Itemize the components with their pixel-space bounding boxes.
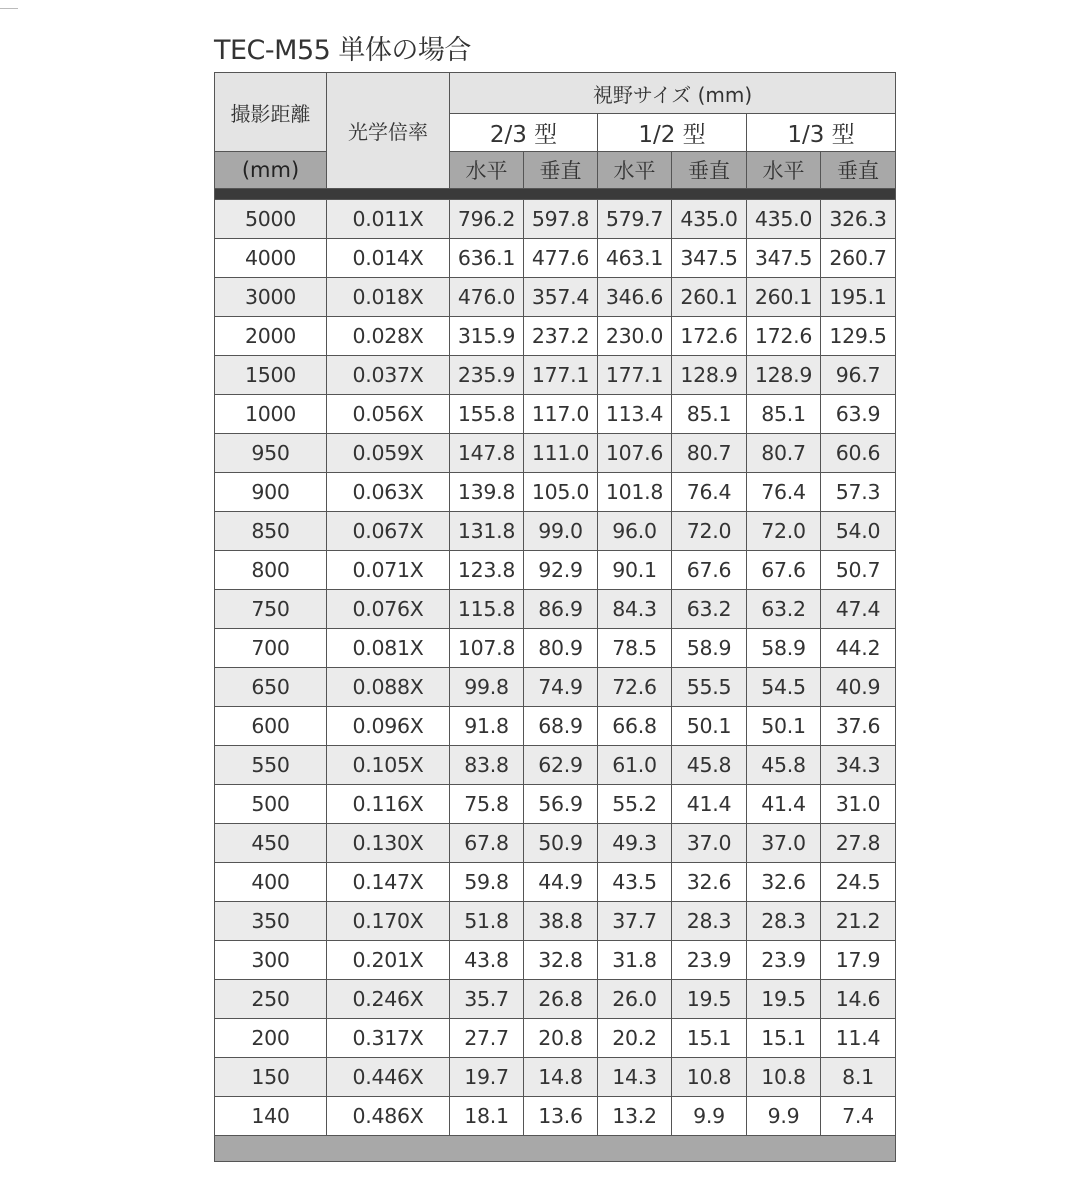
- distance-cell: 2000: [215, 317, 327, 356]
- distance-cell: 300: [215, 941, 327, 980]
- v-1-3-cell: 11.4: [821, 1019, 896, 1058]
- h-1-3-cell: 260.1: [747, 278, 821, 317]
- distance-cell: 1500: [215, 356, 327, 395]
- h-1-2-cell: 177.1: [598, 356, 672, 395]
- v-1-2-cell: 172.6: [672, 317, 747, 356]
- magnification-cell: 0.063X: [327, 473, 450, 512]
- h-1-2-cell: 90.1: [598, 551, 672, 590]
- h-1-3-cell: 23.9: [747, 941, 821, 980]
- h-1-2-cell: 55.2: [598, 785, 672, 824]
- h-1-2-cell: 72.6: [598, 668, 672, 707]
- magnification-cell: 0.088X: [327, 668, 450, 707]
- distance-cell: 1000: [215, 395, 327, 434]
- v-1-2-cell: 260.1: [672, 278, 747, 317]
- v-2-3-cell: 14.8: [524, 1058, 598, 1097]
- v-2-3-cell: 92.9: [524, 551, 598, 590]
- v-1-3-cell: 40.9: [821, 668, 896, 707]
- v-1-3-cell: 57.3: [821, 473, 896, 512]
- magnification-cell: 0.056X: [327, 395, 450, 434]
- distance-cell: 450: [215, 824, 327, 863]
- h-1-3-cell: 128.9: [747, 356, 821, 395]
- magnification-cell: 0.059X: [327, 434, 450, 473]
- h-1-2-cell: 96.0: [598, 512, 672, 551]
- v-2-3-cell: 62.9: [524, 746, 598, 785]
- v-1-2-cell: 80.7: [672, 434, 747, 473]
- v-2-3-cell: 597.8: [524, 200, 598, 239]
- table-row: [215, 317, 896, 356]
- v-2-3-cell: 74.9: [524, 668, 598, 707]
- table-row: [215, 707, 896, 746]
- h-1-2-cell: 43.5: [598, 863, 672, 902]
- magnification-cell: 0.028X: [327, 317, 450, 356]
- header-sensor-1-3: 1/3 型: [747, 114, 896, 152]
- h-2-3-cell: 131.8: [450, 512, 524, 551]
- h-1-3-cell: 58.9: [747, 629, 821, 668]
- distance-cell: 650: [215, 668, 327, 707]
- v-1-2-cell: 28.3: [672, 902, 747, 941]
- v-1-3-cell: 47.4: [821, 590, 896, 629]
- h-1-2-cell: 14.3: [598, 1058, 672, 1097]
- magnification-cell: 0.486X: [327, 1097, 450, 1136]
- h-2-3-cell: 115.8: [450, 590, 524, 629]
- h-2-3-cell: 43.8: [450, 941, 524, 980]
- table-row: [215, 278, 896, 317]
- table-row: [215, 512, 896, 551]
- v-1-2-cell: 58.9: [672, 629, 747, 668]
- distance-cell: 850: [215, 512, 327, 551]
- magnification-cell: 0.130X: [327, 824, 450, 863]
- magnification-cell: 0.018X: [327, 278, 450, 317]
- v-1-3-cell: 96.7: [821, 356, 896, 395]
- magnification-cell: 0.317X: [327, 1019, 450, 1058]
- header-distance: 撮影距離: [215, 73, 327, 152]
- v-2-3-cell: 26.8: [524, 980, 598, 1019]
- h-2-3-cell: 51.8: [450, 902, 524, 941]
- h-1-3-cell: 80.7: [747, 434, 821, 473]
- h-1-2-cell: 66.8: [598, 707, 672, 746]
- distance-cell: 350: [215, 902, 327, 941]
- table-row: [215, 434, 896, 473]
- h-2-3-cell: 83.8: [450, 746, 524, 785]
- table-row: [215, 1019, 896, 1058]
- h-2-3-cell: 27.7: [450, 1019, 524, 1058]
- v-1-3-cell: 54.0: [821, 512, 896, 551]
- table-row: [215, 395, 896, 434]
- magnification-cell: 0.081X: [327, 629, 450, 668]
- v-1-3-cell: 63.9: [821, 395, 896, 434]
- v-2-3-cell: 20.8: [524, 1019, 598, 1058]
- v-1-2-cell: 76.4: [672, 473, 747, 512]
- v-2-3-cell: 237.2: [524, 317, 598, 356]
- h-2-3-cell: 99.8: [450, 668, 524, 707]
- h-1-3-cell: 9.9: [747, 1097, 821, 1136]
- distance-cell: 5000: [215, 200, 327, 239]
- v-1-2-cell: 63.2: [672, 590, 747, 629]
- h-1-3-cell: 19.5: [747, 980, 821, 1019]
- table-body: [215, 200, 896, 1136]
- v-2-3-cell: 13.6: [524, 1097, 598, 1136]
- h-1-3-cell: 172.6: [747, 317, 821, 356]
- magnification-cell: 0.067X: [327, 512, 450, 551]
- table-row: [215, 824, 896, 863]
- table-row: [215, 980, 896, 1019]
- v-2-3-cell: 105.0: [524, 473, 598, 512]
- distance-cell: 140: [215, 1097, 327, 1136]
- v-1-3-cell: 195.1: [821, 278, 896, 317]
- header-vertical: 垂直: [821, 152, 896, 189]
- h-1-3-cell: 72.0: [747, 512, 821, 551]
- h-1-2-cell: 20.2: [598, 1019, 672, 1058]
- h-1-2-cell: 61.0: [598, 746, 672, 785]
- table-row: [215, 200, 896, 239]
- v-1-2-cell: 23.9: [672, 941, 747, 980]
- v-1-3-cell: 24.5: [821, 863, 896, 902]
- v-2-3-cell: 44.9: [524, 863, 598, 902]
- magnification-cell: 0.446X: [327, 1058, 450, 1097]
- v-2-3-cell: 38.8: [524, 902, 598, 941]
- v-1-3-cell: 326.3: [821, 200, 896, 239]
- table-row: [215, 863, 896, 902]
- v-2-3-cell: 32.8: [524, 941, 598, 980]
- v-1-2-cell: 67.6: [672, 551, 747, 590]
- h-2-3-cell: 19.7: [450, 1058, 524, 1097]
- header-separator: [215, 189, 896, 200]
- h-2-3-cell: 67.8: [450, 824, 524, 863]
- v-1-3-cell: 7.4: [821, 1097, 896, 1136]
- h-2-3-cell: 107.8: [450, 629, 524, 668]
- v-1-2-cell: 50.1: [672, 707, 747, 746]
- h-1-3-cell: 435.0: [747, 200, 821, 239]
- h-1-2-cell: 230.0: [598, 317, 672, 356]
- distance-cell: 950: [215, 434, 327, 473]
- v-1-3-cell: 27.8: [821, 824, 896, 863]
- h-2-3-cell: 155.8: [450, 395, 524, 434]
- magnification-cell: 0.201X: [327, 941, 450, 980]
- v-1-2-cell: 128.9: [672, 356, 747, 395]
- v-1-2-cell: 41.4: [672, 785, 747, 824]
- header-distance-unit: (mm): [215, 152, 327, 189]
- v-1-2-cell: 72.0: [672, 512, 747, 551]
- table-row: [215, 746, 896, 785]
- h-2-3-cell: 35.7: [450, 980, 524, 1019]
- distance-cell: 200: [215, 1019, 327, 1058]
- table-row: [215, 590, 896, 629]
- magnification-cell: 0.246X: [327, 980, 450, 1019]
- h-1-3-cell: 45.8: [747, 746, 821, 785]
- v-2-3-cell: 80.9: [524, 629, 598, 668]
- h-1-2-cell: 49.3: [598, 824, 672, 863]
- h-2-3-cell: 636.1: [450, 239, 524, 278]
- table-row: [215, 1097, 896, 1136]
- v-1-2-cell: 45.8: [672, 746, 747, 785]
- distance-cell: 550: [215, 746, 327, 785]
- table-row: [215, 551, 896, 590]
- h-1-2-cell: 84.3: [598, 590, 672, 629]
- table-footer-bar: [215, 1136, 896, 1162]
- v-2-3-cell: 111.0: [524, 434, 598, 473]
- magnification-cell: 0.105X: [327, 746, 450, 785]
- h-1-3-cell: 32.6: [747, 863, 821, 902]
- v-1-2-cell: 85.1: [672, 395, 747, 434]
- distance-cell: 600: [215, 707, 327, 746]
- h-1-3-cell: 67.6: [747, 551, 821, 590]
- table-row: [215, 941, 896, 980]
- h-2-3-cell: 123.8: [450, 551, 524, 590]
- h-1-2-cell: 463.1: [598, 239, 672, 278]
- h-1-2-cell: 113.4: [598, 395, 672, 434]
- h-1-2-cell: 78.5: [598, 629, 672, 668]
- v-1-3-cell: 260.7: [821, 239, 896, 278]
- magnification-cell: 0.014X: [327, 239, 450, 278]
- h-1-3-cell: 347.5: [747, 239, 821, 278]
- v-1-2-cell: 15.1: [672, 1019, 747, 1058]
- v-1-3-cell: 34.3: [821, 746, 896, 785]
- v-1-2-cell: 347.5: [672, 239, 747, 278]
- magnification-cell: 0.096X: [327, 707, 450, 746]
- h-2-3-cell: 18.1: [450, 1097, 524, 1136]
- header-magnification: 光学倍率: [327, 73, 450, 189]
- distance-cell: 800: [215, 551, 327, 590]
- h-2-3-cell: 235.9: [450, 356, 524, 395]
- v-1-3-cell: 31.0: [821, 785, 896, 824]
- header-sensor-1-2: 1/2 型: [598, 114, 747, 152]
- header-horizontal: 水平: [598, 152, 672, 189]
- h-2-3-cell: 139.8: [450, 473, 524, 512]
- v-1-3-cell: 14.6: [821, 980, 896, 1019]
- v-1-3-cell: 129.5: [821, 317, 896, 356]
- h-2-3-cell: 476.0: [450, 278, 524, 317]
- h-1-2-cell: 37.7: [598, 902, 672, 941]
- h-1-2-cell: 107.6: [598, 434, 672, 473]
- v-1-2-cell: 9.9: [672, 1097, 747, 1136]
- v-1-2-cell: 10.8: [672, 1058, 747, 1097]
- table-row: [215, 473, 896, 512]
- h-1-3-cell: 50.1: [747, 707, 821, 746]
- magnification-cell: 0.011X: [327, 200, 450, 239]
- header-vertical: 垂直: [524, 152, 598, 189]
- h-1-3-cell: 76.4: [747, 473, 821, 512]
- table-row: [215, 668, 896, 707]
- header-horizontal: 水平: [747, 152, 821, 189]
- h-2-3-cell: 59.8: [450, 863, 524, 902]
- distance-cell: 500: [215, 785, 327, 824]
- v-2-3-cell: 56.9: [524, 785, 598, 824]
- h-1-2-cell: 31.8: [598, 941, 672, 980]
- v-1-2-cell: 55.5: [672, 668, 747, 707]
- h-1-3-cell: 37.0: [747, 824, 821, 863]
- v-2-3-cell: 86.9: [524, 590, 598, 629]
- v-1-2-cell: 19.5: [672, 980, 747, 1019]
- h-1-3-cell: 28.3: [747, 902, 821, 941]
- distance-cell: 400: [215, 863, 327, 902]
- h-2-3-cell: 147.8: [450, 434, 524, 473]
- h-2-3-cell: 91.8: [450, 707, 524, 746]
- header-fov: 視野サイズ (mm): [450, 73, 896, 114]
- page-title: TEC-M55 単体の場合: [214, 35, 471, 66]
- corner-mark: [0, 8, 18, 9]
- v-1-3-cell: 50.7: [821, 551, 896, 590]
- h-1-2-cell: 101.8: [598, 473, 672, 512]
- v-2-3-cell: 99.0: [524, 512, 598, 551]
- table-row: [215, 785, 896, 824]
- magnification-cell: 0.037X: [327, 356, 450, 395]
- h-1-3-cell: 41.4: [747, 785, 821, 824]
- distance-cell: 700: [215, 629, 327, 668]
- h-2-3-cell: 315.9: [450, 317, 524, 356]
- magnification-cell: 0.076X: [327, 590, 450, 629]
- table-row: [215, 629, 896, 668]
- v-1-3-cell: 60.6: [821, 434, 896, 473]
- header-sensor-2-3: 2/3 型: [450, 114, 598, 152]
- v-1-3-cell: 8.1: [821, 1058, 896, 1097]
- v-2-3-cell: 50.9: [524, 824, 598, 863]
- distance-cell: 250: [215, 980, 327, 1019]
- table-row: [215, 902, 896, 941]
- v-1-2-cell: 435.0: [672, 200, 747, 239]
- v-1-3-cell: 37.6: [821, 707, 896, 746]
- v-1-2-cell: 37.0: [672, 824, 747, 863]
- h-1-2-cell: 26.0: [598, 980, 672, 1019]
- header-vertical: 垂直: [672, 152, 747, 189]
- table-row: [215, 1058, 896, 1097]
- h-1-3-cell: 15.1: [747, 1019, 821, 1058]
- h-1-2-cell: 579.7: [598, 200, 672, 239]
- v-1-2-cell: 32.6: [672, 863, 747, 902]
- distance-cell: 900: [215, 473, 327, 512]
- h-1-2-cell: 346.6: [598, 278, 672, 317]
- v-1-3-cell: 17.9: [821, 941, 896, 980]
- magnification-cell: 0.116X: [327, 785, 450, 824]
- v-2-3-cell: 477.6: [524, 239, 598, 278]
- v-2-3-cell: 68.9: [524, 707, 598, 746]
- field-of-view-table: [214, 72, 896, 1162]
- v-1-3-cell: 44.2: [821, 629, 896, 668]
- magnification-cell: 0.071X: [327, 551, 450, 590]
- h-1-3-cell: 63.2: [747, 590, 821, 629]
- distance-cell: 150: [215, 1058, 327, 1097]
- table-row: [215, 356, 896, 395]
- magnification-cell: 0.170X: [327, 902, 450, 941]
- distance-cell: 750: [215, 590, 327, 629]
- v-2-3-cell: 177.1: [524, 356, 598, 395]
- distance-cell: 4000: [215, 239, 327, 278]
- h-1-3-cell: 10.8: [747, 1058, 821, 1097]
- h-1-3-cell: 85.1: [747, 395, 821, 434]
- v-2-3-cell: 117.0: [524, 395, 598, 434]
- h-2-3-cell: 796.2: [450, 200, 524, 239]
- h-2-3-cell: 75.8: [450, 785, 524, 824]
- distance-cell: 3000: [215, 278, 327, 317]
- v-1-3-cell: 21.2: [821, 902, 896, 941]
- magnification-cell: 0.147X: [327, 863, 450, 902]
- table-row: [215, 239, 896, 278]
- header-horizontal: 水平: [450, 152, 524, 189]
- h-1-3-cell: 54.5: [747, 668, 821, 707]
- h-1-2-cell: 13.2: [598, 1097, 672, 1136]
- v-2-3-cell: 357.4: [524, 278, 598, 317]
